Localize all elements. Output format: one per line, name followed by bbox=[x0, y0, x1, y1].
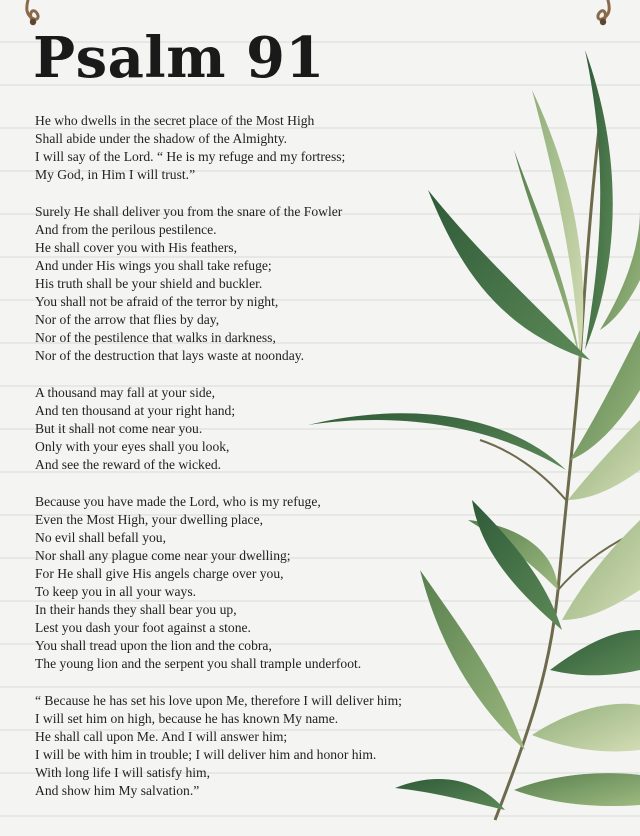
verse-line: Lest you dash your foot against a stone. bbox=[35, 620, 251, 636]
verse-line: You shall not be afraid of the terror by night, bbox=[35, 294, 279, 310]
verse-line: And under His wings you shall take refuge; bbox=[35, 257, 272, 273]
verse-line: For He shall give His angels charge over you, bbox=[35, 565, 284, 581]
verse-line: A thousand may fall at your side, bbox=[35, 384, 216, 400]
verse-line: In their hands they shall bear you up, bbox=[35, 602, 237, 618]
verse-line: And show him My salvation.” bbox=[35, 783, 200, 799]
verse-line: I will be with him in trouble; I will deliver him and honor him. bbox=[35, 747, 377, 763]
verse-line: His truth shall be your shield and buckler. bbox=[35, 276, 263, 292]
verse-line: Only with your eyes shall you look, bbox=[35, 439, 230, 455]
verse-line: But it shall not come near you. bbox=[35, 421, 203, 436]
page-title: Psalm 91 bbox=[33, 25, 325, 91]
verse-line: The young lion and the serpent you shall trample underfoot. bbox=[35, 656, 362, 672]
verse-line: And ten thousand at your right hand; bbox=[35, 402, 236, 418]
verse-line: Nor of the arrow that flies by day, bbox=[35, 312, 220, 328]
hanging-rope-icon bbox=[22, 0, 44, 28]
verse-line: Nor of the destruction that lays waste at noonday. bbox=[35, 348, 305, 364]
verse-line: You shall tread upon the lion and the cobra, bbox=[35, 638, 272, 654]
verse-line: With long life I will satisfy him, bbox=[35, 765, 211, 781]
olive-branch-illustration bbox=[300, 30, 640, 836]
verse-line: Even the Most High, your dwelling place, bbox=[35, 511, 264, 527]
verse-line: “ Because he has set his love upon Me, therefore I will deliver him; bbox=[35, 692, 402, 708]
verse-line: Surely He shall deliver you from the snare of the Fowler bbox=[35, 203, 343, 219]
verse-line: My God, in Him I will trust.” bbox=[35, 167, 196, 183]
verse-line: I will set him on high, because he has known My name. bbox=[35, 710, 339, 726]
verse-line: Shall abide under the shadow of the Almighty. bbox=[35, 131, 288, 147]
verse-line: No evil shall befall you, bbox=[35, 529, 166, 545]
verse-line: And see the reward of the wicked. bbox=[35, 457, 222, 473]
verse-line: He who dwells in the secret place of the Most High bbox=[35, 113, 315, 128]
verse-line: I will say of the Lord. “ He is my refuge and my fortress; bbox=[35, 149, 346, 165]
verse-line: Nor shall any plague come near your dwelling; bbox=[35, 547, 291, 563]
verse-line: He shall call upon Me. And I will answer him; bbox=[35, 729, 288, 744]
hanging-rope-icon bbox=[592, 0, 614, 28]
verse-line: To keep you in all your ways. bbox=[35, 584, 197, 600]
verse-line: Because you have made the Lord, who is my refuge, bbox=[35, 493, 321, 509]
verse-line: Nor of the pestilence that walks in darkness, bbox=[35, 330, 276, 346]
verse-line: And from the perilous pestilence. bbox=[35, 221, 217, 237]
verse-line: He shall cover you with His feathers, bbox=[35, 239, 237, 255]
